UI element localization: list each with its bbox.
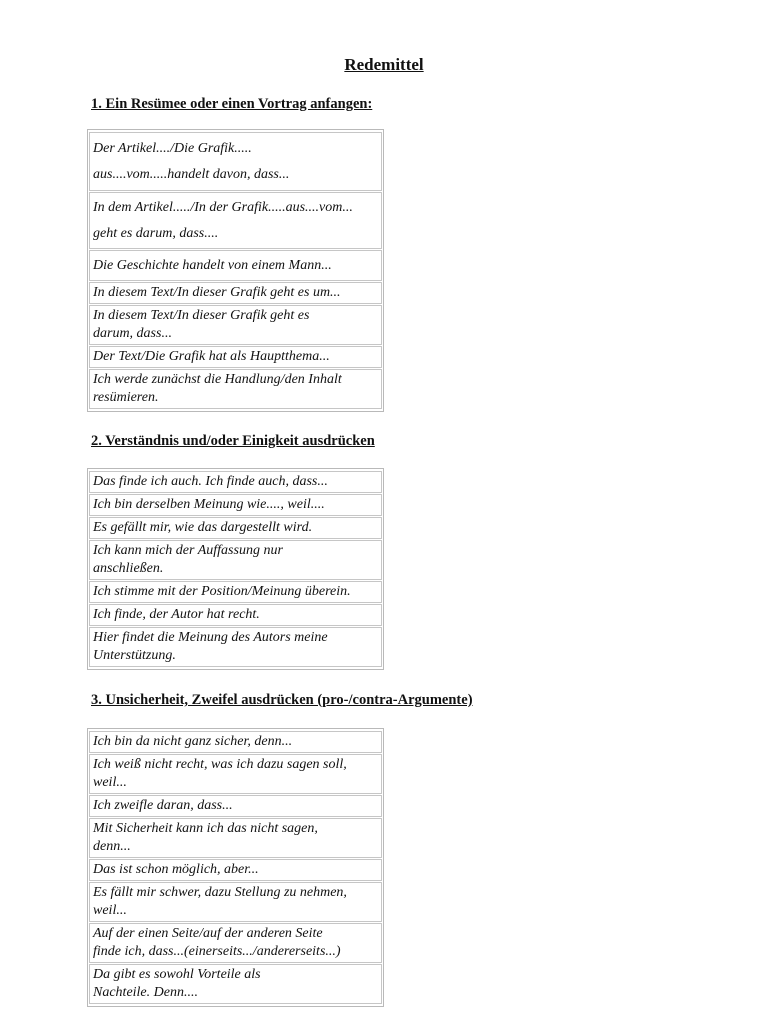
phrase-text: Auf der einen Seite/auf der anderen Seite bbox=[93, 926, 323, 941]
phrase-text: Der Artikel..../Die Grafik..... bbox=[93, 140, 252, 156]
phrase-cell bbox=[89, 540, 382, 580]
phrase-table-2 bbox=[87, 468, 384, 670]
phrase-text: Hier findet die Meinung des Autors meine bbox=[93, 630, 328, 645]
phrase-text: geht es darum, dass.... bbox=[93, 225, 219, 241]
phrase-text: Ich werde zunächst die Handlung/den Inhalt bbox=[93, 372, 342, 387]
phrase-cell bbox=[89, 346, 382, 368]
phrase-text: anschließen. bbox=[93, 561, 164, 576]
phrase-text: Unterstützung. bbox=[93, 648, 176, 663]
phrase-text: weil... bbox=[93, 775, 127, 790]
phrase-cell bbox=[89, 132, 382, 191]
phrase-cell bbox=[89, 795, 382, 817]
phrase-text: Ich weiß nicht recht, was ich dazu sagen soll, bbox=[93, 757, 347, 772]
phrase-cell bbox=[89, 192, 382, 249]
section-heading-1: 1. Ein Resümee oder einen Vortrag anfangen: bbox=[91, 96, 373, 112]
phrase-text: In diesem Text/In dieser Grafik geht es bbox=[93, 308, 310, 323]
phrase-text: finde ich, dass...(einerseits.../andererseits...) bbox=[93, 944, 341, 959]
phrase-cell bbox=[89, 923, 382, 963]
phrase-table-1 bbox=[87, 129, 384, 412]
phrase-cell bbox=[89, 964, 382, 1004]
phrase-text: In dem Artikel...../In der Grafik.....aus....vom... bbox=[93, 199, 353, 215]
phrase-text: Da gibt es sowohl Vorteile als bbox=[93, 967, 261, 982]
phrase-cell bbox=[89, 581, 382, 603]
phrase-cell bbox=[89, 731, 382, 753]
phrase-text: denn... bbox=[93, 839, 131, 854]
phrase-cell bbox=[89, 369, 382, 409]
phrase-cell bbox=[89, 250, 382, 281]
phrase-text: Mit Sicherheit kann ich das nicht sagen, bbox=[93, 821, 318, 836]
phrase-text: aus....vom.....handelt davon, dass... bbox=[93, 166, 290, 182]
phrase-cell bbox=[89, 305, 382, 345]
phrase-cell bbox=[89, 754, 382, 794]
phrase-cell bbox=[89, 882, 382, 922]
phrase-text: Der Text/Die Grafik hat als Hauptthema... bbox=[93, 349, 330, 364]
phrase-text: weil... bbox=[93, 903, 127, 918]
phrase-text: Das finde ich auch. Ich finde auch, dass... bbox=[93, 474, 328, 489]
phrase-text: Ich bin derselben Meinung wie...., weil.... bbox=[93, 497, 325, 512]
phrase-text: Ich finde, der Autor hat recht. bbox=[93, 607, 260, 622]
phrase-text: Ich kann mich der Auffassung nur bbox=[93, 543, 283, 558]
phrase-cell bbox=[89, 517, 382, 539]
phrase-cell bbox=[89, 627, 382, 667]
phrase-cell bbox=[89, 282, 382, 304]
phrase-cell bbox=[89, 471, 382, 493]
phrase-text: Ich zweifle daran, dass... bbox=[93, 798, 233, 813]
phrase-cell bbox=[89, 604, 382, 626]
phrase-text: resümieren. bbox=[93, 390, 159, 405]
phrase-text: Ich bin da nicht ganz sicher, denn... bbox=[93, 734, 293, 749]
phrase-text: Es fällt mir schwer, dazu Stellung zu nehmen, bbox=[93, 885, 347, 900]
phrase-text: darum, dass... bbox=[93, 326, 172, 341]
phrase-text: Nachteile. Denn.... bbox=[93, 985, 198, 1000]
phrase-text: Das ist schon möglich, aber... bbox=[93, 862, 259, 877]
phrase-cell bbox=[89, 818, 382, 858]
phrase-text: In diesem Text/In dieser Grafik geht es um... bbox=[93, 285, 341, 300]
phrase-text: Die Geschichte handelt von einem Mann... bbox=[93, 257, 332, 273]
section-heading-3: 3. Unsicherheit, Zweifel ausdrücken (pro-/contra-Argumente) bbox=[91, 692, 473, 708]
phrase-cell bbox=[89, 859, 382, 881]
phrase-table-3 bbox=[87, 728, 384, 1007]
section-heading-2: 2. Verständnis und/oder Einigkeit ausdrücken bbox=[91, 433, 375, 449]
phrase-text: Ich stimme mit der Position/Meinung überein. bbox=[93, 584, 351, 599]
phrase-cell bbox=[89, 494, 382, 516]
page-title: Redemittel bbox=[344, 55, 424, 74]
phrase-text: Es gefällt mir, wie das dargestellt wird. bbox=[93, 520, 313, 535]
